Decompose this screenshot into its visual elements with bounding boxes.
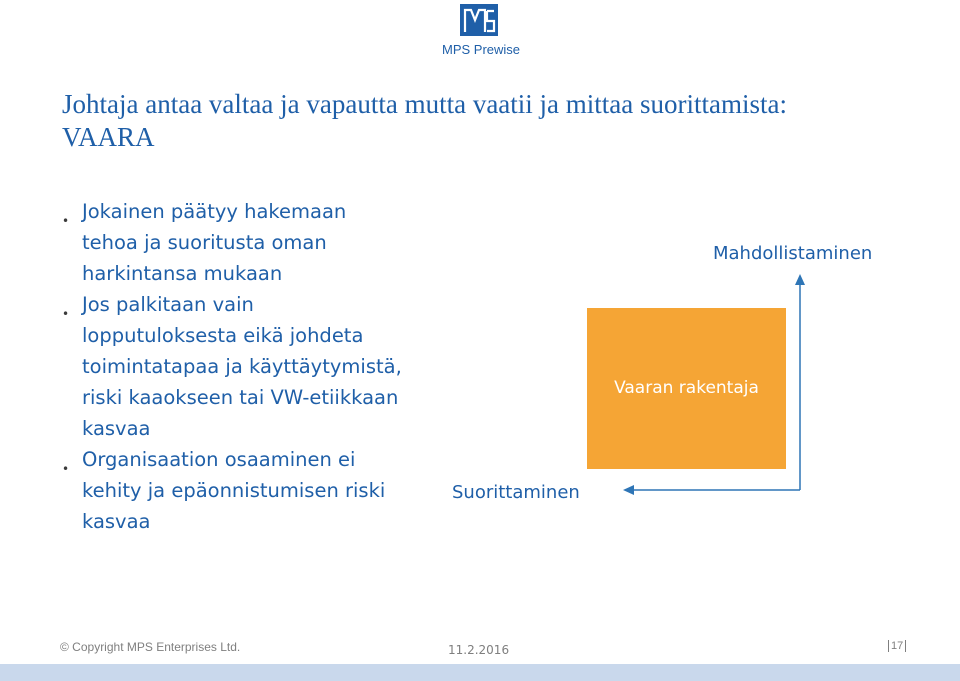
y-axis-arrowhead-icon [795,274,805,285]
y-axis-label: Mahdollistaminen [713,243,873,264]
bullet-dot-icon: • [62,462,70,476]
x-axis-arrowhead-icon [623,485,634,495]
quadrant-box-label: Vaaran rakentaja [614,378,759,398]
bullet-dot-icon: • [62,214,70,228]
footer-page-number: 17 [888,640,906,652]
slide-title: Johtaja antaa valtaa ja vapautta mutta vaatii ja mittaa suorittamista: VAARA [62,89,787,152]
x-axis-label: Suorittaminen [452,482,580,503]
bullet-dot-icon: • [62,307,70,321]
footer-bar [0,664,960,681]
bullet-text: Organisaation osaaminen ei kehity ja epäonnistumisen riski kasvaa [82,448,386,533]
logo-text: MPS Prewise [441,42,521,57]
footer-date: 11.2.2016 [448,643,510,657]
footer-copyright: © Copyright MPS Enterprises Ltd. [60,640,241,654]
bullet-text: Jos palkitaan vain lopputuloksesta eikä johdeta toimintatapaa ja käyttäytymistä, riski kaaokseen tai VW-etiikkaan kasvaa [82,293,402,440]
bullet-text: Jokainen päätyy hakemaan tehoa ja suoritusta oman harkintansa mukaan [82,200,347,285]
